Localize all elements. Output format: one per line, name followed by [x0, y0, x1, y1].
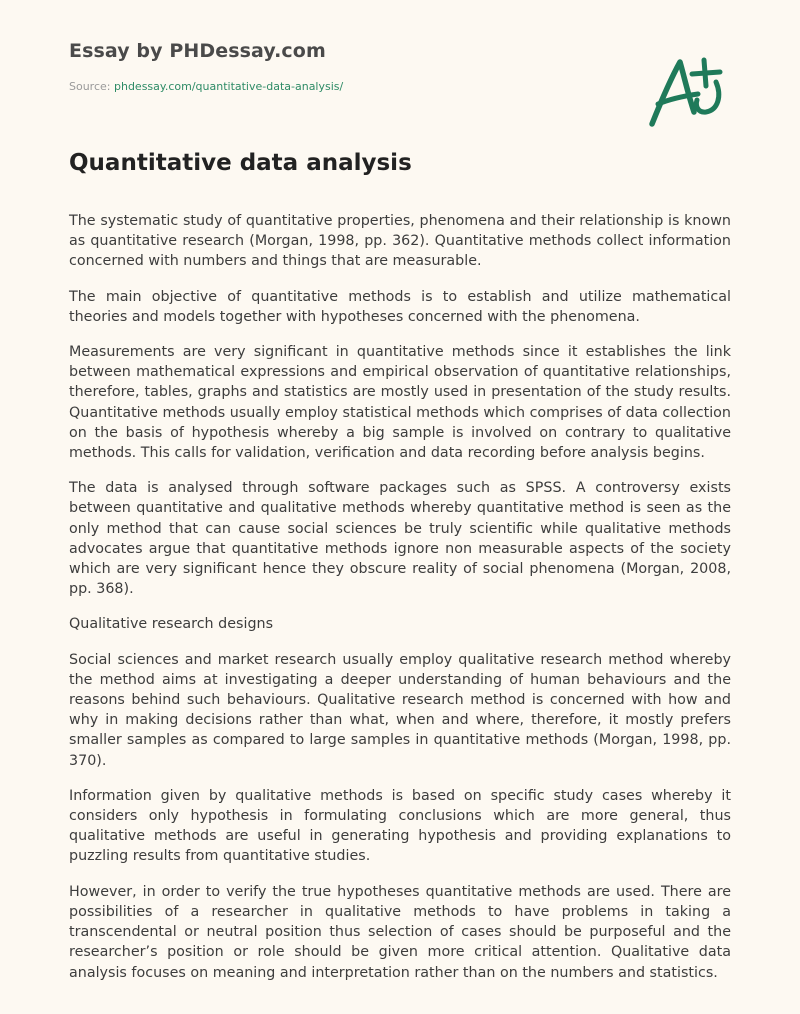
site-brand[interactable]: Essay by PHDessay.com: [69, 40, 326, 62]
paragraph: Measurements are very significant in quantitative methods since it establishes the link between mathematical expressions and empirical observation of quantitative relationships, therefore, tables, graphs and statistics are mostly used in presentation of the study results. Quantitative methods usually employ statistical methods which comprises of data collection on the basis of hypothesis whereby a big sample is involved on contrary to qualitative methods. This calls for validation, verification and data recording before analysis begins.: [69, 344, 731, 462]
paragraph: Social sciences and market research usually employ qualitative research method whereby the method aims at investigating a deeper understanding of human behaviours and the reasons behind such behaviours. Qualitative research method is concerned with how and why in making decisions rather than what, when and where, therefore, it mostly prefers smaller samples as compared to large samples in quantitative methods (Morgan, 1998, pp. 370).: [69, 651, 731, 769]
source-line: [69, 80, 343, 93]
paragraph: Information given by qualitative methods is based on specific study cases whereby it considers only hypothesis in formulating conclusions which are more general, thus qualitative methods are useful in generating hypothesis and providing explanations to puzzling results from quantitative studies.: [69, 787, 731, 865]
source-label: Source:: [69, 80, 114, 93]
article-body: [69, 211, 731, 998]
paragraph: The main objective of quantitative methods is to establish and utilize mathematical theories and models together with hypotheses concerned with the phenomena.: [69, 288, 731, 325]
paragraph: However, in order to verify the true hypotheses quantitative methods are used. There are possibilities of a researcher in qualitative methods to have problems in taking a transcendental or neutral position thus selection of cases should be purposeful and the researcher’s position or role should be given more critical attention. Qualitative data analysis focuses on meaning and interpretation rather than on the numbers and statistics.: [69, 883, 731, 981]
section-subheading: Qualitative research designs: [69, 616, 274, 633]
page-title: Quantitative data analysis: [69, 150, 412, 176]
a-plus-logo-icon: [640, 52, 730, 132]
paragraph: The systematic study of quantitative properties, phenomena and their relationship is known as quantitative research (Morgan, 1998, pp. 362). Quantitative methods collect information concerned with numbers and things that are measurable.: [69, 213, 731, 270]
source-link[interactable]: phdessay.com/quantitative-data-analysis/: [113, 80, 344, 93]
paragraph: The data is analysed through software packages such as SPSS. A controversy exists between quantitative and qualitative methods whereby quantitative method is seen as the only method that can cause social sciences be truly scientific while qualitative methods advocates argue that quantitative methods ignore non measurable aspects of the society which are very significant hence they obscure reality of social phenomena (Morgan, 2008, pp. 368).: [69, 480, 731, 598]
